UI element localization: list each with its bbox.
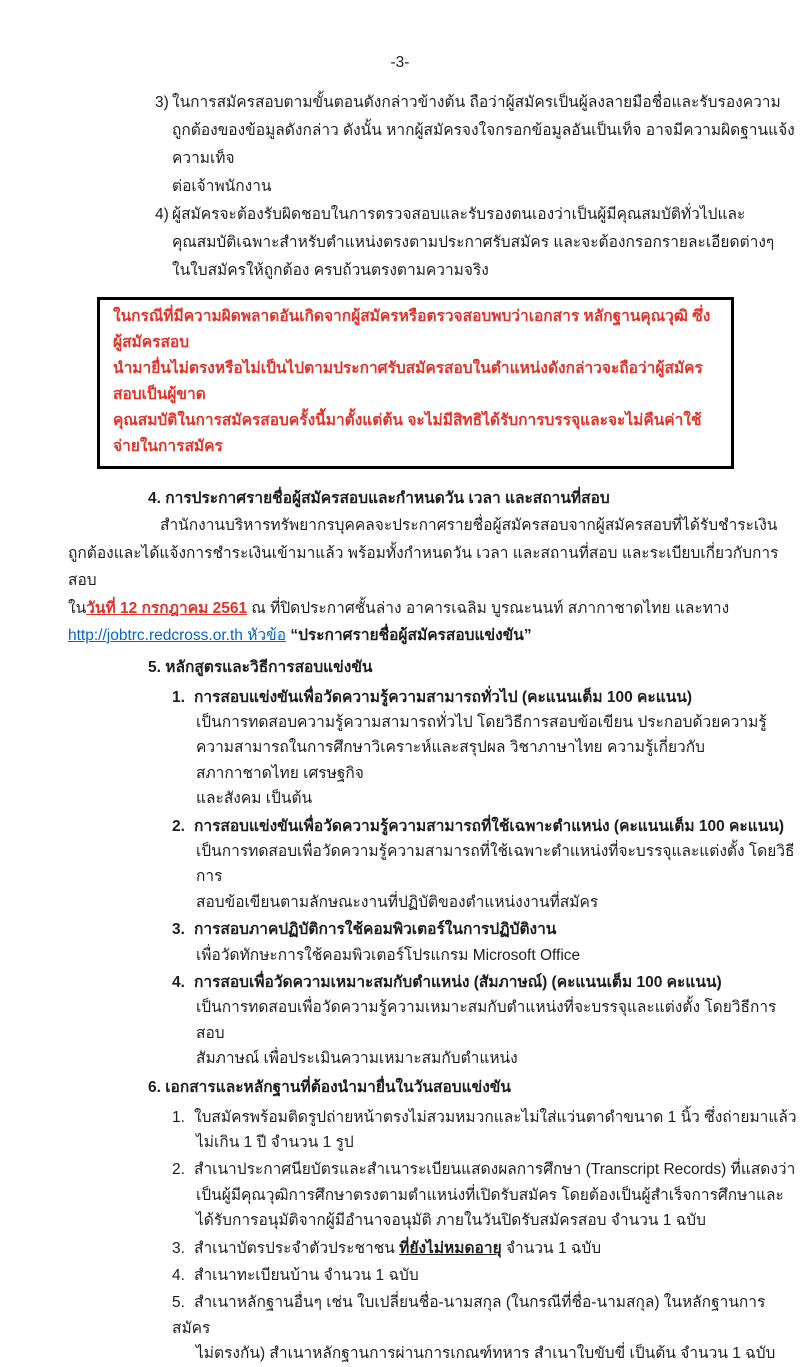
document-item	[0, 1290, 800, 1341]
document-item	[0, 1157, 800, 1182]
exam-item-line: และสังคม เป็นต้น	[196, 790, 313, 808]
section-5-heading: 5. หลักสูตรและวิธีการสอบแข่งขัน	[148, 658, 373, 676]
document-item-line: เป็นผู้มีคุณวุฒิการศึกษาตรงตามตำแหน่งที่เปิดรับสมัคร โดยต้องเป็นผู้สำเร็จการศึกษาและ	[196, 1186, 784, 1204]
section-6-list	[0, 1105, 800, 1367]
intro-list	[0, 89, 800, 285]
list-item-text: ในการสมัครสอบตามขั้นตอนดังกล่าวข้างต้น ถือว่าผู้สมัครเป็นผู้ลงลายมือชื่อและรับรองความ	[172, 94, 781, 111]
document-item	[0, 1236, 800, 1261]
document-item-line: ไม่ตรงกัน) สำเนาหลักฐานการผ่านการเกณฑ์ทหาร สำเนาใบขับขี่ เป็นต้น จำนวน 1 ฉบับ	[196, 1345, 776, 1363]
page-number: -3-	[390, 54, 410, 71]
paragraph-line	[0, 622, 800, 650]
section-4-heading: 4. การประกาศรายชื่อผู้สมัครสอบและกำหนดวัน เวลา และสถานที่สอบ	[148, 490, 610, 507]
item-text: สำเนาหลักฐานอื่นๆ เช่น ใบเปลี่ยนชื่อ-นามสกุล (ในกรณีที่ชื่อ-นามสกุล) ในหลักฐานการสมัคร	[172, 1294, 766, 1337]
announcement-date: วันที่ 12 กรกฎาคม 2561	[86, 599, 248, 617]
item-marker: 1.	[172, 1108, 185, 1126]
warning-line: ในกรณีที่มีความผิดพลาดอันเกิดจากผู้สมัครหรือตรวจสอบพบว่าเอกสาร หลักฐานคุณวุฒิ ซึ่งผู้สมัครสอบ	[113, 308, 711, 351]
exam-item-line: ความสามารถในการศึกษาวิเคราะห์และสรุปผล วิชาภาษาไทย ความรู้เกี่ยวกับสภากาชาดไทย เศรษฐกิจ	[196, 739, 705, 782]
list-item-line: ต่อเจ้าพนักงาน	[172, 178, 272, 195]
exam-item-title	[0, 685, 800, 710]
section-4-paragraph	[0, 512, 800, 650]
item-marker: 3.	[172, 1239, 185, 1257]
exam-item-line: สอบข้อเขียนตามลักษณะงานที่ปฏิบัติของตำแหน่งงานที่สมัคร	[196, 893, 599, 911]
announcement-title: “ประกาศรายชื่อผู้สมัครสอบแข่งขัน”	[286, 627, 532, 644]
item-text: ใบสมัครพร้อมติดรูปถ่ายหน้าตรงไม่สวมหมวกและไม่ใส่แว่นตาดำขนาด 1 นิ้ว ซึ่งถ่ายมาแล้ว	[194, 1108, 797, 1126]
item-marker: 4.	[172, 1267, 185, 1285]
item-title-text: การสอบแข่งขันเพื่อวัดความรู้ความสามารถทั่วไป (คะแนนเต็ม 100 คะแนน)	[194, 688, 693, 706]
warning-line: คุณสมบัติในการสมัครสอบครั้งนี้มาตั้งแต่ต้น จะไม่มีสิทธิได้รับการบรรจุและจะไม่คืนค่าใช้จ่ายในการสมัคร	[113, 412, 702, 455]
item-text: จำนวน 1 ฉบับ	[501, 1239, 602, 1257]
exam-item-line: เป็นการทดสอบความรู้ความสามารถทั่วไป โดยวิธีการสอบข้อเขียน ประกอบด้วยความรู้	[196, 713, 767, 731]
item-text: สำเนาบัตรประจำตัวประชาชน	[194, 1239, 400, 1257]
item-marker: 3.	[172, 921, 185, 939]
item-marker: 5.	[172, 1294, 185, 1312]
section-6-heading: 6. เอกสารและหลักฐานที่ต้องนำมายื่นในวันสอบแข่งขัน	[148, 1078, 511, 1096]
exam-item-line: เป็นการทดสอบเพื่อวัดความรู้ความสามารถที่ใช้เฉพาะตำแหน่งที่จะบรรจุและแต่งตั้ง โดยวิธีการ	[196, 842, 795, 886]
item-marker: 2.	[172, 1161, 185, 1179]
paragraph-line: ถูกต้องและได้แจ้งการชำระเงินเข้ามาแล้ว พร้อมทั้งกำหนดวัน เวลา และสถานที่สอบ และระเบียบเกี่ยวกับการสอบ	[68, 544, 779, 589]
list-item-line: ถูกต้องของข้อมูลดังกล่าว ดังนั้น หากผู้สมัครจงใจกรอกข้อมูลอันเป็นเท็จ อาจมีความผิดฐานแจ้งความเท็จ	[172, 122, 795, 167]
list-item-marker: 3)	[155, 94, 169, 111]
jobtrc-redcross-link[interactable]: http://jobtrc.redcross.or.th หัวข้อ	[68, 627, 287, 644]
exam-item-title	[0, 970, 800, 995]
id-card-validity-emphasis: ที่ยังไม่หมดอายุ	[399, 1239, 502, 1257]
paragraph-text: ใน	[68, 599, 87, 617]
document-item-line: ไม่เกิน 1 ปี จำนวน 1 รูป	[196, 1134, 354, 1151]
list-item-marker: 4)	[155, 206, 169, 223]
document-item-line: ได้รับการอนุมัติจากผู้มีอำนาจอนุมัติ ภายในวันปิดรับสมัครสอบ จำนวน 1 ฉบับ	[196, 1212, 706, 1230]
exam-item-line: เป็นการทดสอบเพื่อวัดความรู้ความเหมาะสมกับตำแหน่งที่จะบรรจุและแต่งตั้ง โดยวิธีการสอบ	[196, 999, 777, 1042]
list-item-line: ในใบสมัครให้ถูกต้อง ครบถ้วนตรงตามความจริง	[172, 262, 489, 279]
exam-item-line: เพื่อวัดทักษะการใช้คอมพิวเตอร์โปรแกรม Microsoft Office	[196, 946, 581, 964]
paragraph-text: ณ ที่ปิดประกาศชั้นล่าง อาคารเฉลิม บูรณะนนท์ สภากาชาดไทย และทาง	[247, 599, 730, 617]
list-item-line: คุณสมบัติเฉพาะสำหรับตำแหน่งตรงตามประกาศรับสมัคร และจะต้องกรอกรายละเอียดต่างๆ	[172, 234, 775, 251]
item-marker: 4.	[172, 973, 185, 991]
item-marker: 1.	[172, 688, 185, 706]
document-item	[0, 1105, 800, 1130]
exam-item-line: สัมภาษณ์ เพื่อประเมินความเหมาะสมกับตำแหน่ง	[196, 1050, 518, 1068]
item-title-text: การสอบแข่งขันเพื่อวัดความรู้ความสามารถที่ใช้เฉพาะตำแหน่ง (คะแนนเต็ม 100 คะแนน)	[194, 817, 785, 835]
warning-line: นำมายื่นไม่ตรงหรือไม่เป็นไปตามประกาศรับสมัครสอบในตำแหน่งดังกล่าวจะถือว่าผู้สมัครสอบเป็นผู้ขาด	[113, 360, 703, 403]
section-5-list	[0, 685, 800, 1072]
item-text: สำเนาประกาศนียบัตรและสำเนาระเบียนแสดงผลการศึกษา (Transcript Records) ที่แสดงว่า	[194, 1161, 796, 1179]
document-item	[0, 1263, 800, 1288]
paragraph-line	[0, 595, 800, 623]
item-title-text: การสอบเพื่อวัดความเหมาะสมกับตำแหน่ง (สัมภาษณ์) (คะแนนเต็ม 100 คะแนน)	[194, 973, 722, 991]
item-title-text: การสอบภาคปฏิบัติการใช้คอมพิวเตอร์ในการปฏิบัติงาน	[194, 921, 557, 939]
item-text: สำเนาทะเบียนบ้าน จำนวน 1 ฉบับ	[194, 1267, 419, 1285]
paragraph-line: สำนักงานบริหารทรัพยากรบุคคลจะประกาศรายชื่อผู้สมัครสอบจากผู้สมัครสอบที่ได้รับชำระเงิน	[160, 517, 778, 534]
exam-item-title	[0, 917, 800, 942]
exam-item-title	[0, 814, 800, 839]
list-item	[0, 201, 800, 229]
list-item	[0, 89, 800, 117]
item-marker: 2.	[172, 817, 185, 835]
list-item-text: ผู้สมัครจะต้องรับผิดชอบในการตรวจสอบและรับรองตนเองว่าเป็นผู้มีคุณสมบัติทั่วไปและ	[172, 206, 746, 223]
warning-box	[97, 297, 734, 469]
